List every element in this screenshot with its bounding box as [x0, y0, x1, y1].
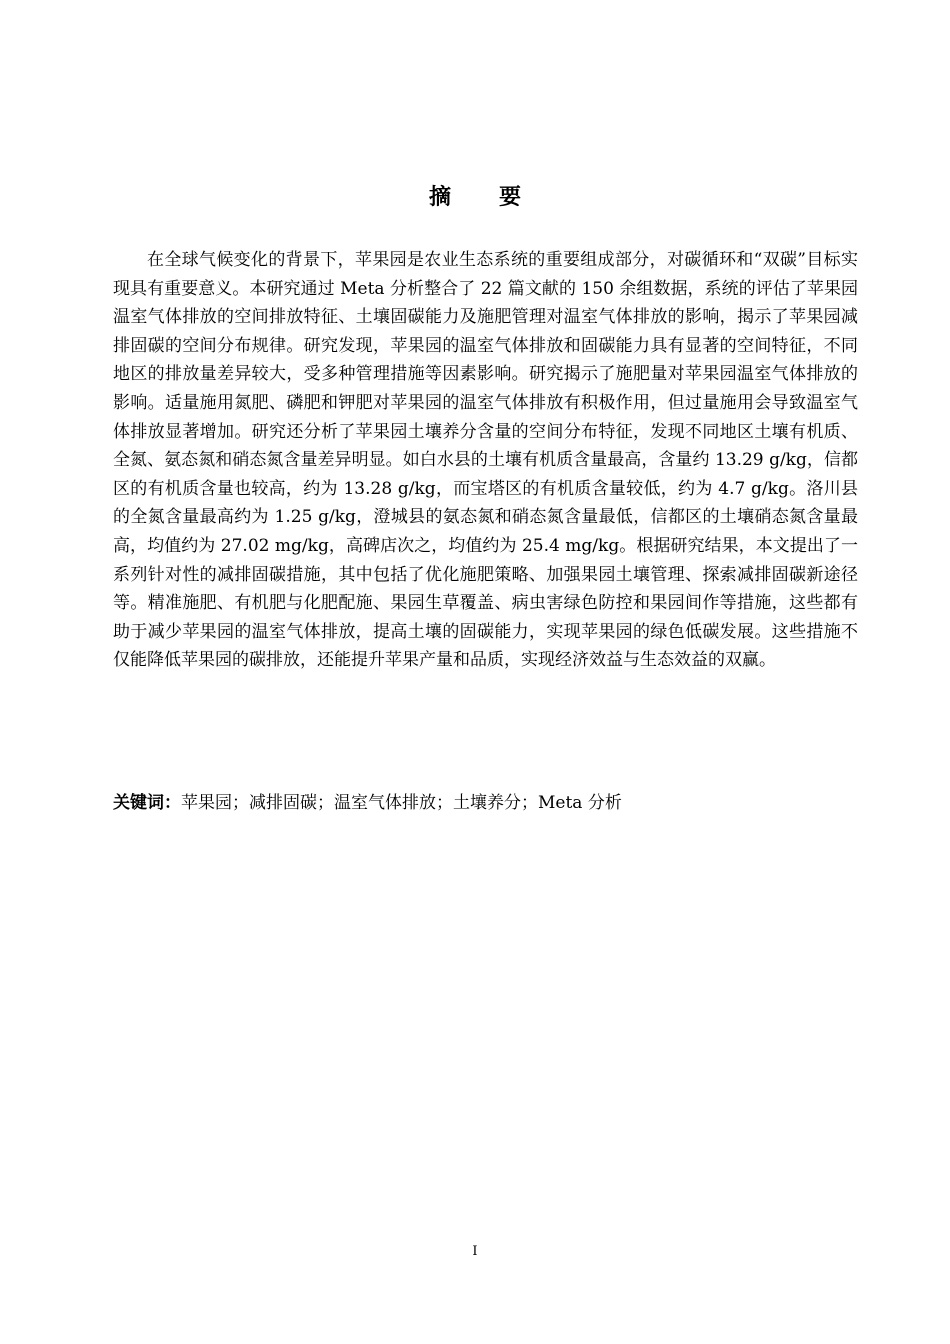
title-char-1: 摘 [428, 185, 451, 210]
page-number: I [472, 1244, 478, 1259]
abstract-paragraph: 在全球气候变化的背景下，苹果园是农业生态系统的重要组成部分，对碳循环和“双碳”目标实现具有重要意义。本研究通过 Meta 分析整合了 22 篇文献的 150 余组数据，系统的评估了苹果园温室气体排放的空间排放特征、土壤固碳能力及施肥管理对温室气体排放的影响，揭示了苹果园减排固碳的空间分布规律。研究发现，苹果园的温室气体排放和固碳能力具有显著的空间特征，不同地区的排放量差异较大，受多种管理措施等因素影响。研究揭示了施肥量对苹果园温室气体排放的影响。适量施用氮肥、磷肥和钾肥对苹果园的温室气体排放有积极作用，但过量施用会导致温室气体排放显著增加。研究还分析了苹果园土壤养分含量的空间分布特征，发现不同地区土壤有机质、全氮、氨态氮和硝态氮含量差异明显。如白水县的土壤有机质含量最高，含量约 13.29 g/kg，信都区的有机质含量也较高，约为 13.28 g/kg，而宝塔区的有机质含量较低，约为 4.7 g/kg。洛川县的全氮含量最高约为 1.25 g/kg，澄城县的氨态氮和硝态氮含量最低，信都区的土壤硝态氮含量最高，均值约为 27.02 mg/kg，高碑店次之，均值约为 25.4 mg/kg。根据研究结果，本文提出了一系列针对性的减排固碳措施，其中包括了优化施肥策略、加强果园土壤管理、探索减排固碳新途径等。精准施肥、有机肥与化肥配施、果园生草覆盖、病虫害绿色防控和果园间作等措施，这些都有助于减少苹果园的温室气体排放，提高土壤的固碳能力，实现苹果园的绿色低碳发展。这些措施不仅能降低苹果园的碳排放，还能提升苹果产量和品质，实现经济效益与生态效益的双赢。 [113, 250, 858, 671]
keywords-label: 关键词： [113, 793, 181, 813]
keywords-text: 苹果园；减排固碳；温室气体排放；土壤养分；Meta 分析 [181, 793, 622, 813]
page-title [0, 180, 950, 211]
keywords-line [113, 789, 858, 818]
title-char-2: 要 [499, 185, 522, 210]
